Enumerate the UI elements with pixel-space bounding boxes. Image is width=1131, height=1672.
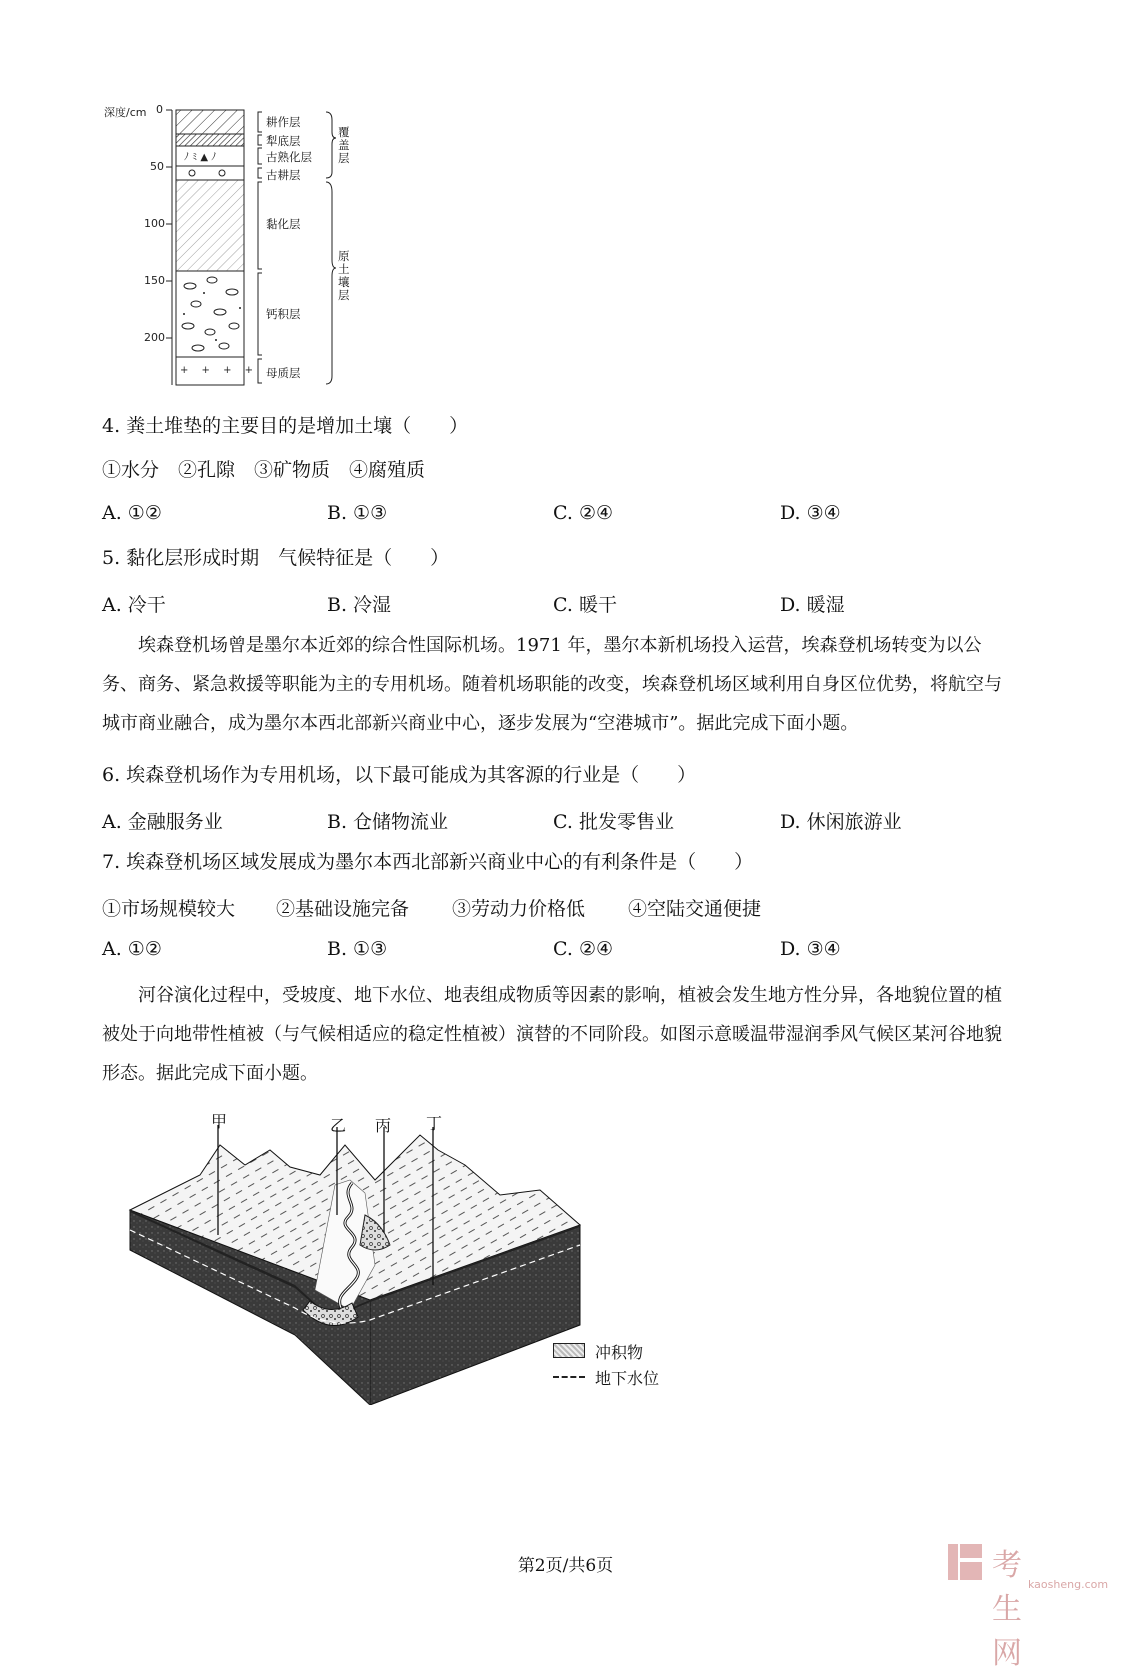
layer-label: 古耕层 xyxy=(266,168,301,182)
page-number: 第2页/共6页 xyxy=(517,1556,614,1576)
q6-option-c[interactable]: C. 批发零售业 xyxy=(553,811,674,833)
q7-item-1: ①市场规模较大 xyxy=(102,898,236,920)
q6-stem: 6. 埃森登机场作为专用机场，以下最可能成为其客源的行业是（ ） xyxy=(102,764,697,786)
passage-valley: 河谷演化过程中，受坡度、地下水位、地表组成物质等因素的影响，植被会发生地方性分异，各地貌位置的植被处于向地带性植被（与气候相适应的稳定性植被）演替的不同阶段。如图示意暖温带湿润季风气候区某河谷地貌形态。据此完成下面小题。 xyxy=(102,985,1002,1084)
valley-label-ding: 丁 xyxy=(426,1114,443,1133)
q5-stem: 5. 黏化层形成时期 气候特征是（ ） xyxy=(102,547,450,569)
q7-item-3: ③劳动力价格低 xyxy=(452,898,586,920)
q7-item-2: ②基础设施完备 xyxy=(276,898,410,920)
layer-label: 耕作层 xyxy=(266,115,301,129)
q5-option-c[interactable]: C. 暖干 xyxy=(553,594,617,616)
q7-option-a[interactable]: A. ①② xyxy=(102,938,162,960)
q7-item-4: ④空陆交通便捷 xyxy=(628,898,762,920)
legend-alluvium-label: 冲积物 xyxy=(595,1343,644,1362)
svg-text:ﾉ ﾐ ▲ ﾉ: ﾉ ﾐ ▲ ﾉ xyxy=(184,152,217,163)
valley-label-bing: 丙 xyxy=(375,1116,392,1135)
layer-label: 犁底层 xyxy=(266,134,301,148)
q4-stem: 4. 粪土堆垫的主要目的是增加土壤（ ） xyxy=(102,415,469,437)
valley-legend xyxy=(553,1340,693,1390)
q5-option-b[interactable]: B. 冷湿 xyxy=(327,594,392,616)
legend-groundwater-swatch xyxy=(553,1376,585,1378)
q4-option-b[interactable]: B. ①③ xyxy=(327,502,388,524)
q4-option-d[interactable]: D. ③④ xyxy=(780,502,841,524)
depth-axis-label: 深度/cm xyxy=(104,106,147,119)
q4-option-c[interactable]: C. ②④ xyxy=(553,502,614,524)
layer-label: 钙积层 xyxy=(266,307,301,321)
watermark-logo-icon xyxy=(946,1540,986,1584)
watermark-brand: 考生网 xyxy=(992,1548,1024,1671)
depth-tick: 100 xyxy=(144,217,165,230)
q7-stem: 7. 埃森登机场区域发展成为墨尔本西北部新兴商业中心的有利条件是（ ） xyxy=(102,851,754,873)
q4-option-a[interactable]: A. ①② xyxy=(102,502,162,524)
legend-groundwater-label: 地下水位 xyxy=(595,1369,660,1388)
layer-label: 母质层 xyxy=(266,366,301,380)
group-original-label: 原土壤层 xyxy=(338,249,350,302)
q4-items: ①水分 ②孔隙 ③矿物质 ④腐殖质 xyxy=(102,459,426,481)
depth-tick: 200 xyxy=(144,331,165,344)
q6-option-a[interactable]: A. 金融服务业 xyxy=(102,811,223,833)
svg-text:+ + + +: + + + + xyxy=(180,365,254,376)
valley-label-yi: 乙 xyxy=(330,1116,347,1135)
soil-profile-figure xyxy=(100,100,380,395)
q7-option-c[interactable]: C. ②④ xyxy=(553,938,614,960)
depth-tick: 50 xyxy=(150,160,164,173)
layer-label: 黏化层 xyxy=(266,217,301,231)
depth-tick: 0 xyxy=(156,103,163,116)
legend-alluvium-swatch xyxy=(553,1343,585,1358)
q6-option-d[interactable]: D. 休闲旅游业 xyxy=(780,811,902,833)
valley-label-jia: 甲 xyxy=(211,1112,228,1131)
watermark-url: kaosheng.com xyxy=(1028,1578,1109,1591)
depth-tick: 150 xyxy=(144,274,165,287)
group-cover-label: 覆盖层 xyxy=(338,125,350,165)
passage-airport: 埃森登机场曾是墨尔本近郊的综合性国际机场。1971 年，墨尔本新机场投入运营，埃森登机场转变为以公务、商务、紧急救援等职能为主的专用机场。随着机场职能的改变，埃森登机场区域利用自身区位优势，将航空与城市商业融合，成为墨尔本西北部新兴商业中心，逐步发展为“空港城市”。据此完成下面小题。 xyxy=(102,635,1002,734)
q5-option-a[interactable]: A. 冷干 xyxy=(102,594,166,616)
q5-option-d[interactable]: D. 暖湿 xyxy=(780,594,845,616)
q7-option-d[interactable]: D. ③④ xyxy=(780,938,841,960)
layer-label: 古熟化层 xyxy=(266,150,312,164)
q7-option-b[interactable]: B. ①③ xyxy=(327,938,388,960)
q6-option-b[interactable]: B. 仓储物流业 xyxy=(327,811,449,833)
